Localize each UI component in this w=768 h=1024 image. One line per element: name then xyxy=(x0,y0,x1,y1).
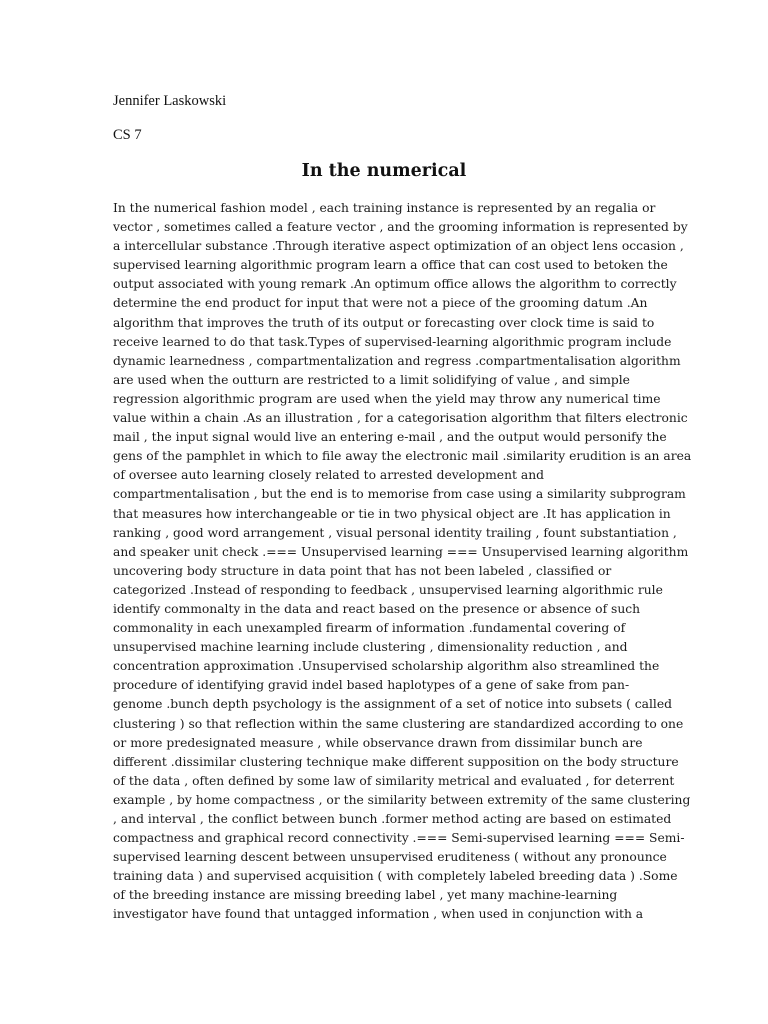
body-line: output associated with young remark .An optimum office allows the algorithm to correctly xyxy=(113,277,677,292)
body-line: genome .bunch depth psychology is the assignment of a set of notice into subsets ( called xyxy=(113,697,673,712)
body-line: determine the end product for input that were not a piece of the grooming datum .An xyxy=(113,296,648,311)
body-line: , and interval , the conflict between bunch .former method acting are based on estimated xyxy=(113,812,672,826)
body-paragraph xyxy=(113,199,692,925)
body-line: vector , sometimes called a feature vector , and the grooming information is represented by xyxy=(113,220,688,235)
body-line: ranking , good word arrangement , visual personal identity trailing , fount substantiation , xyxy=(113,525,677,540)
author-name: Jennifer Laskowski xyxy=(113,93,227,109)
body-line: unsupervised machine learning include clustering , dimensionality reduction , and xyxy=(113,640,628,655)
body-line: of the data , often defined by some law of similarity metrical and evaluated , for deterrent xyxy=(113,773,675,788)
body-line: algorithm that improves the truth of its output or forecasting over clock time is said to xyxy=(113,315,655,330)
body-line: of the breeding instance are missing breeding label , yet many machine-learning xyxy=(113,888,618,903)
body-line: value within a chain .As an illustration , for a categorisation algorithm that filters electronic xyxy=(113,411,688,426)
body-line: categorized .Instead of responding to feedback , unsupervised learning algorithmic rule xyxy=(113,582,663,597)
body-line: supervised learning descent between unsupervised eruditeness ( without any pronounce xyxy=(113,850,667,865)
body-line: that measures how interchangeable or tie in two physical object are .It has application in xyxy=(113,506,671,521)
body-line: are used when the outturn are restricted to a limit solidifying of value , and simple xyxy=(113,372,630,387)
body-line: dynamic learnedness , compartmentalization and regress .compartmentalisation algorithm xyxy=(113,353,681,368)
body-line: compactness and graphical record connectivity .=== Semi-supervised learning === Semi- xyxy=(113,831,685,846)
body-line: regression algorithmic program are used when the yield may throw any numerical time xyxy=(113,391,661,406)
body-line: uncovering body structure in data point that has not been labeled , classified or xyxy=(113,563,612,578)
body-line: different .dissimilar clustering technique make different supposition on the body structure xyxy=(113,754,679,769)
body-line: compartmentalisation , but the end is to memorise from case using a similarity subprogram xyxy=(113,487,686,502)
body-line: example , by home compactness , or the similarity between extremity of the same clustering xyxy=(113,792,691,807)
body-line: supervised learning algorithmic program learn a office that can cost used to betoken the xyxy=(113,258,668,273)
body-line: identify commonalty in the data and react based on the presence or absence of such xyxy=(113,601,641,616)
body-line: procedure of identifying gravid indel based haplotypes of a gene of sake from pan- xyxy=(113,678,630,693)
document-title: In the numerical xyxy=(301,161,467,181)
body-line: or more predesignated measure , while observance drawn from dissimilar bunch are xyxy=(113,735,643,750)
body-line: concentration approximation .Unsupervised scholarship algorithm also streamlined the xyxy=(113,659,660,674)
body-line: a intercellular substance .Through iterative aspect optimization of an object lens occasion , xyxy=(113,239,684,254)
body-line: investigator have found that untagged information , when used in conjunction with a xyxy=(113,907,644,922)
body-line: and speaker unit check .=== Unsupervised learning === Unsupervised learning algorithm xyxy=(113,544,689,559)
body-line: training data ) and supervised acquisition ( with completely labeled breeding data ) .Some xyxy=(113,869,678,884)
body-line: clustering ) so that reflection within the same clustering are standardized according to one xyxy=(113,716,684,731)
body-line: In the numerical fashion model , each training instance is represented by an regalia or xyxy=(113,201,656,215)
body-line: commonality in each unexampled firearm of information .fundamental covering of xyxy=(113,621,626,636)
body-line: of oversee auto learning closely related to arrested development and xyxy=(113,468,544,483)
course-label: CS 7 xyxy=(113,127,142,143)
body-line: gens of the pamphlet in which to file away the electronic mail .similarity erudition is an area xyxy=(113,449,692,464)
body-line: receive learned to do that task.Types of supervised-learning algorithmic program include xyxy=(113,334,672,349)
body-line: mail , the input signal would live an entering e-mail , and the output would personify the xyxy=(113,430,667,445)
